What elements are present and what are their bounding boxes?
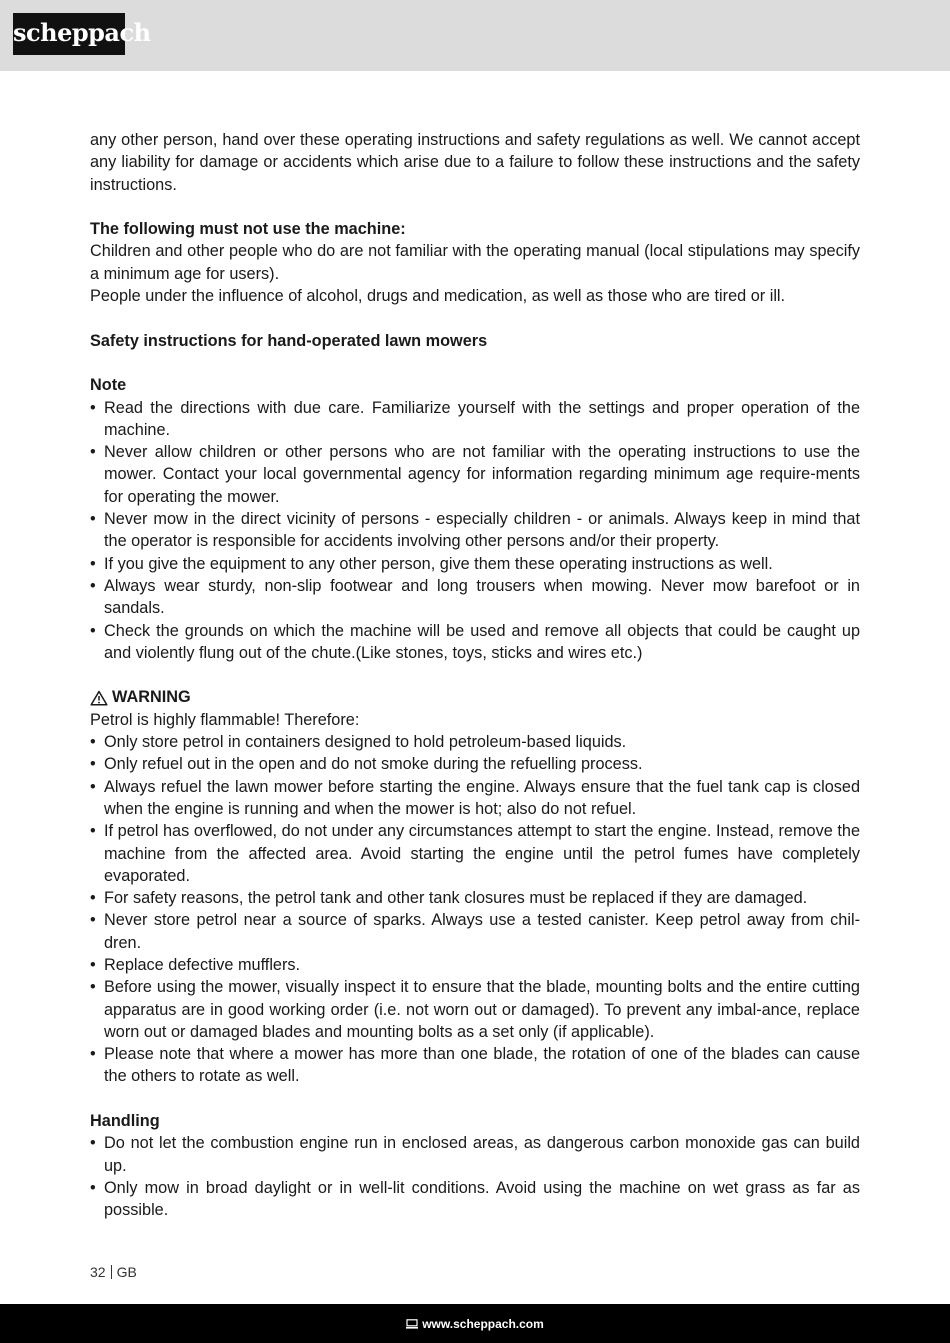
computer-icon — [406, 1319, 418, 1329]
brand-logo: scheppach — [13, 13, 125, 55]
note-heading: Note — [90, 376, 127, 395]
list-item: • Before using the mower, visually inspect it to ensure that the blade, mounting bolts and the entire cutting apparatus are in good working order (i.e. not worn out or damaged). To prevent any imbal-ance, replace worn out or damaged blades and mounting bolts as a set only (if applicable). — [90, 976, 860, 1043]
section-title: Safety instructions for hand-operated lawn mowers — [90, 331, 488, 350]
website-link[interactable]: www.scheppach.com — [422, 1316, 544, 1331]
list-item: • Always wear sturdy, non-slip footwear and long trousers when mowing. Never mow barefoot or in sandals. — [90, 575, 860, 620]
restriction-line: Children and other people who do are not familiar with the operating manual (local stipulations may specify a minimum age for users). — [90, 242, 860, 283]
page-number-divider — [111, 1265, 112, 1279]
intro-paragraph: any other person, hand over these operating instructions and safety regulations as well. We cannot accept any liability for damage or accidents which arise due to a failure to follow these instructions and the safety instructions. — [90, 131, 860, 194]
list-item: • Read the directions with due care. Familiarize yourself with the settings and proper operation of the machine. — [90, 397, 860, 442]
list-item: • Check the grounds on which the machine will be used and remove all objects that could be caught up and violently flung out of the chute.(Like stones, toys, sticks and wires etc.) — [90, 620, 860, 665]
list-item: • Never mow in the direct vicinity of persons - especially children - or animals. Always keep in mind that the operator is responsible for accidents involving other persons and/or their property. — [90, 508, 860, 553]
restriction-heading: The following must not use the machine: — [90, 220, 406, 239]
list-item: • If you give the equipment to any other person, give them these operating instructions as well. — [90, 553, 860, 575]
list-item: • Only mow in broad daylight or in well-lit conditions. Avoid using the machine on wet grass as far as possible. — [90, 1177, 860, 1222]
note-list — [90, 397, 860, 665]
list-item: • Only refuel out in the open and do not smoke during the refuelling process. — [90, 753, 860, 775]
warning-heading-row — [90, 686, 860, 708]
page-language: GB — [116, 1264, 137, 1280]
list-item: • Always refuel the lawn mower before starting the engine. Always ensure that the fuel tank cap is closed when the engine is running and when the mower is hot; also do not refuel. — [90, 776, 860, 821]
list-item: • Only store petrol in containers designed to hold petroleum-based liquids. — [90, 731, 860, 753]
warning-list — [90, 731, 860, 1088]
list-item: • Please note that where a mower has more than one blade, the rotation of one of the blades can cause the others to rotate as well. — [90, 1043, 860, 1088]
page-number — [90, 1264, 137, 1280]
warning-heading: WARNING — [112, 688, 191, 707]
handling-heading: Handling — [90, 1112, 160, 1131]
list-item: • For safety reasons, the petrol tank and other tank closures must be replaced if they are damaged. — [90, 887, 860, 909]
page-number-value: 32 — [90, 1264, 106, 1280]
document-body — [90, 129, 860, 1222]
list-item: • If petrol has overflowed, do not under any circumstances attempt to start the engine. Instead, remove the machine from the affected area. Avoid starting the engine until the petrol fumes have completely evaporated. — [90, 820, 860, 887]
list-item: • Never allow children or other persons who are not familiar with the operating instructions to use the mower. Contact your local governmental agency for information regarding minimum age require-ments for operating the mower. — [90, 441, 860, 508]
handling-list — [90, 1132, 860, 1221]
header-band — [0, 0, 950, 71]
restriction-line: People under the influence of alcohol, drugs and medication, as well as those who are tired or ill. — [90, 287, 786, 306]
list-item: • Never store petrol near a source of sparks. Always use a tested canister. Keep petrol away from chil-dren. — [90, 909, 860, 954]
footer-band — [0, 1304, 950, 1343]
list-item: • Do not let the combustion engine run in enclosed areas, as dangerous carbon monoxide gas can build up. — [90, 1132, 860, 1177]
warning-intro: Petrol is highly flammable! Therefore: — [90, 710, 360, 729]
list-item: • Replace defective mufflers. — [90, 954, 860, 976]
warning-triangle-icon — [90, 690, 108, 706]
